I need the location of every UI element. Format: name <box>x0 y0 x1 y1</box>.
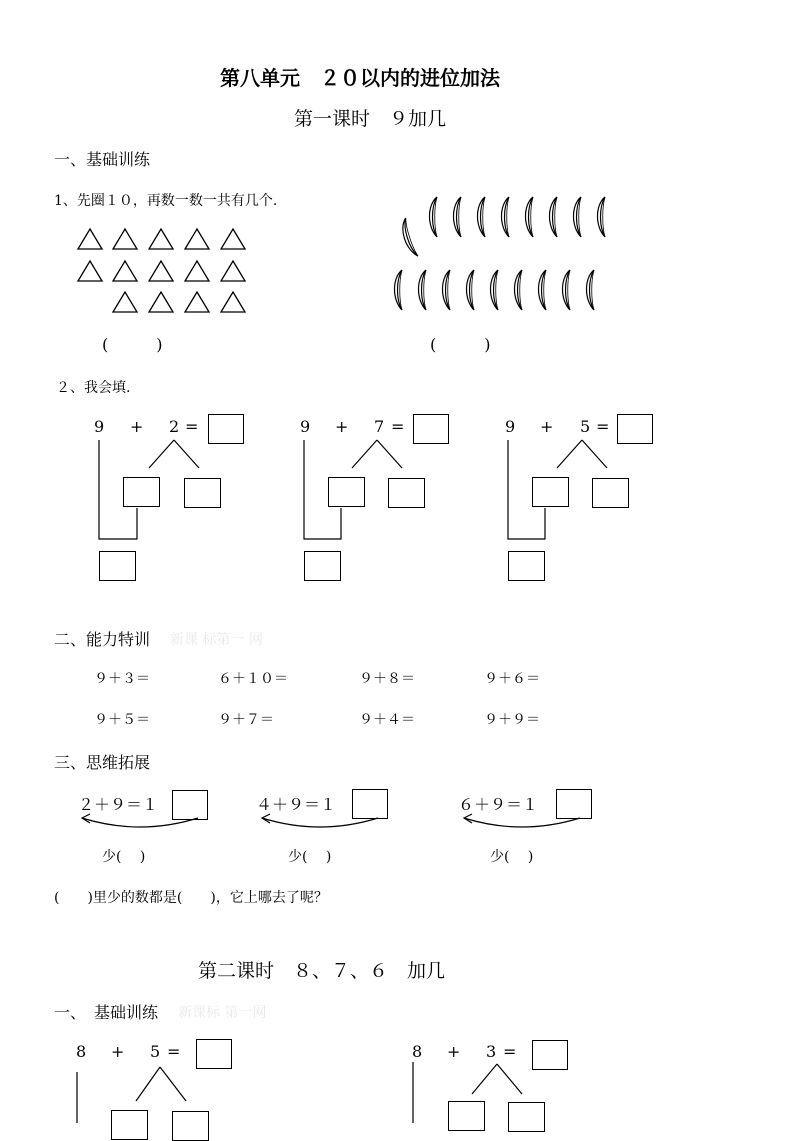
exercise-8: ９＋９＝ <box>484 712 540 728</box>
lesson1-title: 第一课时 ９加几 <box>294 108 447 130</box>
thinking-equation-3: ６＋９＝１ <box>458 795 539 814</box>
watermark-text-2: 新课标 第一网 <box>178 1005 267 1021</box>
exercise-5: ９＋５＝ <box>94 712 150 728</box>
exercise-6: ９＋７＝ <box>218 712 274 728</box>
plus-sign: + <box>335 417 349 436</box>
lesson2-section1-heading: 一、 基础训练 <box>54 1003 159 1022</box>
addend-a: 8 <box>76 1042 87 1061</box>
equals-sign: = <box>596 417 610 436</box>
thinking-equation-1: ２＋９＝１ <box>78 795 159 814</box>
addend-a: 9 <box>94 417 105 436</box>
addend-b: 3 <box>486 1042 497 1061</box>
addend-b: 5 <box>150 1042 161 1061</box>
watermark-text: 新课 标第一 网 <box>170 632 263 648</box>
plus-sign: + <box>111 1042 125 1061</box>
exercise-7: ９＋４＝ <box>359 712 415 728</box>
addend-b: 2 <box>169 417 180 436</box>
question1-text: 1、先圈１０，再数一数一共有几个. <box>54 193 278 209</box>
less-label-1: 少( ) <box>102 849 146 865</box>
thinking-question: ( )里少的数都是( )，它上哪去了呢？ <box>54 890 328 906</box>
answer-paren-right[interactable]: ( ) <box>430 335 491 354</box>
section1-heading: 一、基础训练 <box>54 150 151 169</box>
exercise-1: ９＋３＝ <box>94 671 150 687</box>
thinking-equation-2: ４＋９＝１ <box>256 795 337 814</box>
question2-text: ２、我会填. <box>56 380 131 396</box>
section2-heading: 二、能力特训 <box>54 630 151 649</box>
exercise-4: ９＋６＝ <box>484 671 540 687</box>
addend-b: 7 <box>374 417 385 436</box>
plus-sign: + <box>540 417 554 436</box>
equals-sign: = <box>391 417 405 436</box>
answer-paren-left[interactable]: ( ) <box>102 335 163 354</box>
exercise-2: ６＋１０＝ <box>218 671 288 687</box>
addend-b: 5 <box>580 417 591 436</box>
addend-a: 9 <box>300 417 311 436</box>
less-label-3: 少( ) <box>490 849 534 865</box>
plus-sign: + <box>447 1042 461 1061</box>
lesson2-title: 第二课时 ８、７、６ 加几 <box>198 960 446 982</box>
unit-title: 第八单元 ２０以内的进位加法 <box>220 66 500 90</box>
addend-a: 9 <box>505 417 516 436</box>
exercise-3: ９＋８＝ <box>359 671 415 687</box>
less-label-2: 少( ) <box>288 849 332 865</box>
section3-heading: 三、思维拓展 <box>54 753 151 772</box>
equals-sign: = <box>167 1042 181 1061</box>
plus-sign: + <box>130 417 144 436</box>
equals-sign: = <box>185 417 199 436</box>
addend-a: 8 <box>412 1042 423 1061</box>
equals-sign: = <box>503 1042 517 1061</box>
